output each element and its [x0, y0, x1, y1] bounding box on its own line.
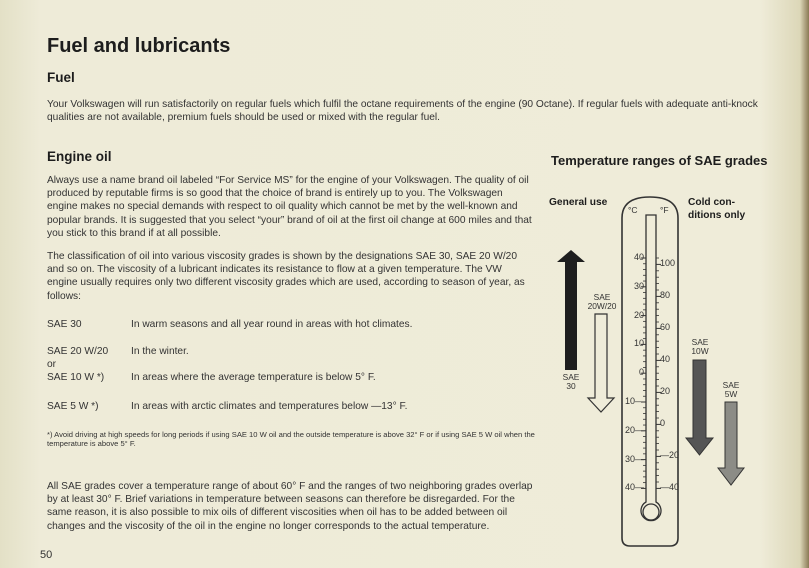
sae5w-arrow [718, 402, 744, 485]
sae5w-label-line2: 5W [724, 389, 738, 399]
fahrenheit-tick-label: 20 [660, 386, 671, 397]
grade-name: SAE 20 W/20 [47, 346, 109, 357]
footnote: *) Avoid driving at high speeds for long periods if using SAE 10 W oil and the outside temperature is above 32° F or if using SAE 5 W oil when the temperature is above 5° F. [47, 430, 535, 449]
fuel-heading: Fuel [47, 70, 75, 85]
sae10w-label-line1: SAE [691, 337, 709, 347]
fahrenheit-unit: °F [660, 205, 669, 215]
sae30-arrow [557, 250, 585, 370]
cold-conditions-line2: ditions only [688, 209, 746, 221]
sae30-label [560, 373, 582, 391]
celsius-tick-label: 40 [633, 252, 644, 262]
grade-name: SAE 5 W *) [47, 401, 99, 412]
celsius-tick-label: 20 [633, 309, 644, 320]
sae10w-label-line2: 10W [691, 346, 709, 356]
sae20w20-label-line2: 20W/20 [587, 301, 617, 311]
page-number: 50 [40, 549, 53, 561]
fahrenheit-tick-label: 60 [660, 322, 671, 333]
celsius-tick-label: 40— [624, 482, 644, 493]
grade-name: or [47, 359, 57, 370]
celsius-unit: °C [628, 205, 638, 215]
fahrenheit-tick-label: 0 [660, 418, 666, 429]
page-title: Fuel and lubricants [47, 35, 231, 57]
celsius-tick-label: 10 [633, 338, 644, 349]
sae20w20-arrow [588, 314, 614, 412]
fuel-text: Your Volkswagen will run satisfactorily on regular fuels which fulfil the octane requirements of the engine (90 Octane). If regular fuels with adequate anti-knock qualities are not available, premium fuels should be used or mixed with the regular fuel. [47, 99, 758, 124]
engine-oil-para3: All SAE grades cover a temperature range of about 60° F and the ranges of two neighboring grades overlap by at least 30° F. Brief variations in temperature between seasons can therefore be disregarded. For the same reason, it is also possible to mix oils of different viscosities when oil has to be added between oil changes and the viscosity of the oil in the engine no longer corresponds to the actual temperature. [47, 481, 533, 532]
sae20w20-label [584, 293, 620, 311]
celsius-tick-label: 10— [624, 396, 644, 406]
celsius-tick-label: 20— [624, 424, 644, 435]
engine-oil-para2: The classification of oil into various viscosity grades is shown by the designations SAE 30, SAE 20 W/20 and so on. The viscosity of a lubricant indicates its resistance to flow at a given temperature. The VW engine usually requires only two different viscosity grades which are used, according to season of year, as follows: [47, 251, 525, 302]
grade-use: In areas where the average temperature is below 5° F. [131, 372, 376, 383]
grade-name: SAE 10 W *) [47, 372, 105, 383]
cold-conditions-line1: Cold con- [688, 197, 735, 208]
celsius-tick-label: 0 [638, 367, 644, 378]
sae20w20-label-line1: SAE [593, 292, 611, 302]
fahrenheit-tick-label: 80 [660, 290, 671, 301]
celsius-tick-label: 30— [624, 453, 644, 464]
diagram-title: Temperature ranges of SAE grades [551, 153, 768, 168]
sae5w-label [720, 381, 742, 399]
fahrenheit-tick-label: 100 [660, 258, 676, 269]
celsius-tick-label: 30 [633, 280, 644, 291]
sae10w-label [688, 338, 712, 356]
grade-use: In the winter. [131, 346, 189, 357]
grade-use: In warm seasons and all year round in areas with hot climates. [131, 319, 413, 330]
sae10w-arrow [686, 360, 713, 455]
fahrenheit-tick-label: —40 [660, 482, 680, 493]
fahrenheit-tick-label: 40 [660, 354, 671, 365]
thermometer-bulb [643, 504, 659, 520]
grade-use: In areas with arctic climates and temperatures below —13° F. [131, 401, 408, 412]
sae30-label-line2: 30 [566, 381, 576, 391]
grade-name: SAE 30 [47, 319, 82, 330]
sae30-label-line1: SAE [562, 372, 580, 382]
general-use-label: General use [549, 197, 608, 208]
engine-oil-para1: Always use a name brand oil labeled “For Service MS” for the engine of your Volkswagen. The quality of oil produced by reputable firms is so good that the choice of brand is entirely up to you. The Volkswagen engine makes no special demands with respect to oil quality which cannot be met by the well-known and popular brands. It is suggested that you select “your” brand of oil at the first oil change at 600 miles and that you stick to this brand if at all possible. [47, 175, 532, 239]
sae5w-label-line1: SAE [722, 380, 740, 390]
engine-oil-heading: Engine oil [47, 149, 112, 164]
fahrenheit-tick-label: —20 [660, 450, 680, 461]
